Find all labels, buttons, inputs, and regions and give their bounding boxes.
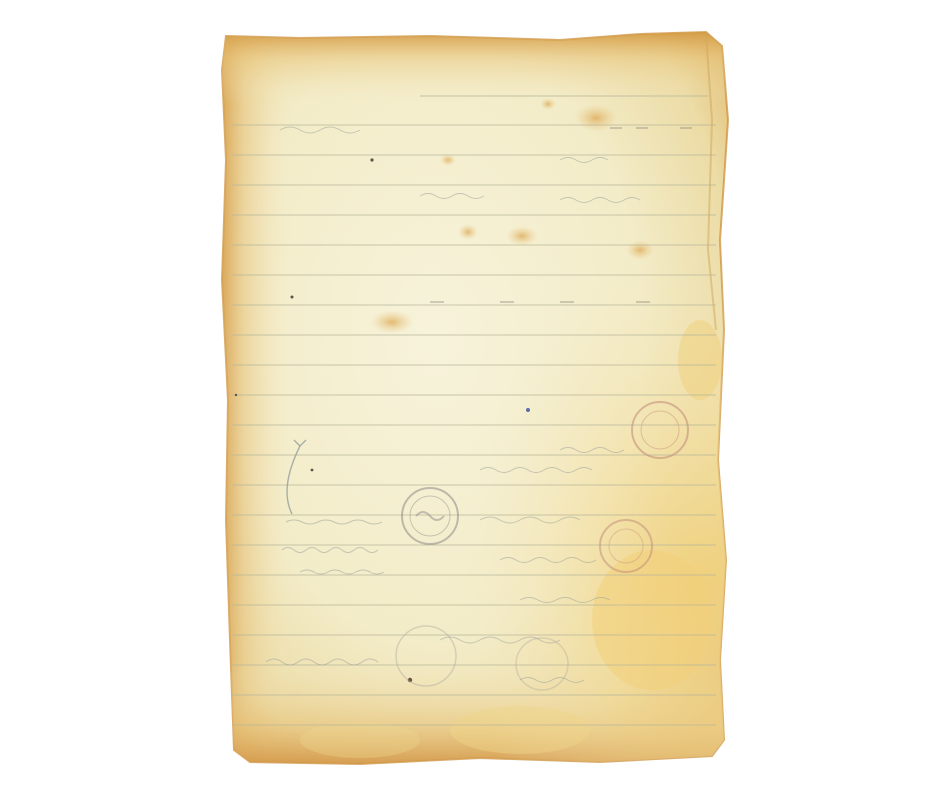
stamp-icon (402, 488, 458, 544)
ruled-lines (232, 125, 716, 725)
